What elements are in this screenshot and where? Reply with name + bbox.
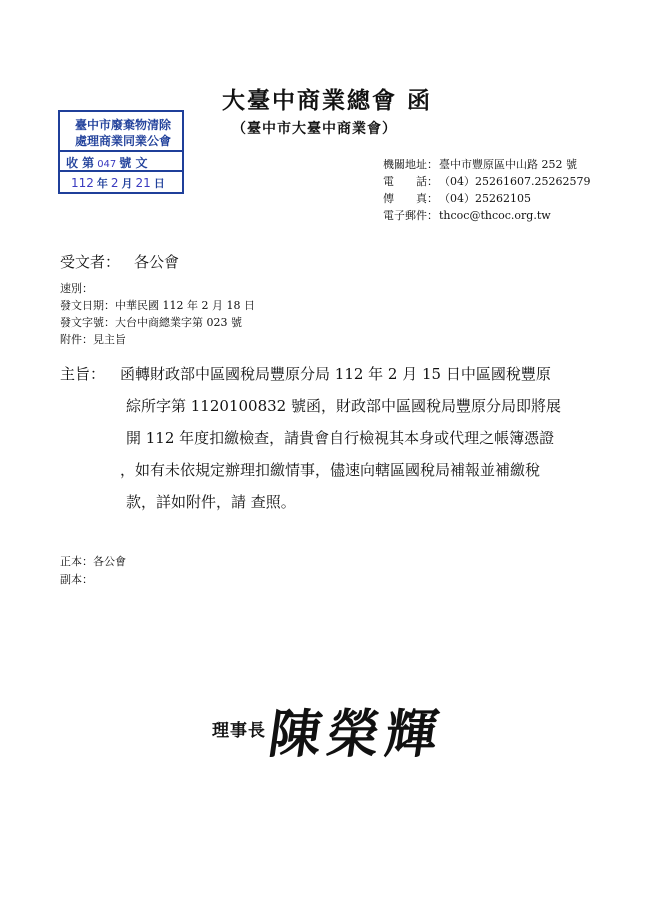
subject-line: 款，詳如附件，請 查照。 (126, 493, 296, 511)
distribution-original: 正本：各公會 (60, 555, 126, 568)
phone-label: 電 話： (383, 175, 438, 188)
stamp-date-day-label: 日 (153, 177, 165, 190)
letter-subtitle: （臺中市大臺中商業會） (232, 121, 397, 137)
fax-label: 傳 真： (383, 192, 438, 205)
email-label: 電子郵件： (383, 209, 438, 222)
address-value: 臺中市豐原區中山路 252 號 (439, 158, 577, 171)
subject-body (120, 358, 650, 518)
receipt-stamp (58, 110, 184, 194)
subject-line: 函轉財政部中區國稅局豐原分局 112 年 2 月 15 日中區國稅豐原 (120, 365, 551, 383)
stamp-receipt-suffix: 號 文 (119, 156, 148, 170)
contact-fax (383, 190, 590, 207)
contact-address (383, 156, 590, 173)
fax-value: （04）25262105 (439, 192, 531, 205)
subject-label: 主旨： (60, 365, 106, 383)
phone-value: （04）25261607.25262579 (439, 175, 591, 188)
stamp-date-month: 2 (110, 176, 119, 190)
signature-title: 理事長 (212, 721, 266, 741)
meta-attachment: 附件：見主旨 (60, 333, 126, 346)
stamp-date-day: 21 (135, 176, 151, 190)
stamp-receipt-number: 047 (97, 159, 117, 170)
recipient-label: 受文者： (60, 253, 121, 271)
stamp-org-line2: 處理商業同業公會 (74, 134, 171, 148)
stamp-org-line1: 臺中市廢棄物清除 (74, 118, 171, 132)
address-label: 機關地址： (383, 158, 438, 171)
distribution-copy: 副本： (60, 573, 93, 586)
email-value: thcoc@thcoc.org.tw (439, 209, 551, 222)
document-meta (60, 280, 255, 348)
meta-speed: 速別： (60, 282, 93, 295)
letter-title: 大臺中商業總會 函 (222, 87, 433, 114)
distribution-block (60, 553, 126, 589)
stamp-date-year-label: 年 (96, 177, 108, 190)
stamp-receipt-row (66, 154, 147, 171)
stamp-divider (60, 150, 182, 152)
subject-line: 綜所字第 1120100832 號函，財政部中區國稅局豐原分局即將展 (126, 397, 561, 415)
recipient-value: 各公會 (134, 253, 180, 271)
subject-line: 開 112 年度扣繳檢查，請貴會自行檢視其本身或代理之帳簿憑證 (126, 429, 555, 447)
stamp-receipt-prefix: 收 第 (66, 156, 95, 170)
meta-issue-number: 發文字號：大台中商總業字第 023 號 (60, 316, 242, 329)
meta-issue-date: 發文日期：中華民國 112 年 2 月 18 日 (60, 299, 255, 312)
subject-line: ，如有未依規定辦理扣繳情事，儘速向轄區國稅局補報並補繳稅 (120, 461, 541, 479)
contact-block (383, 156, 590, 224)
recipient-line (60, 251, 179, 272)
contact-phone (383, 173, 590, 190)
stamp-date-row (68, 175, 165, 191)
stamp-date-year: 112 (71, 176, 94, 190)
stamp-divider (60, 170, 182, 172)
signature-name: 陳榮輝 (265, 704, 448, 765)
contact-email (383, 207, 590, 224)
stamp-date-month-label: 月 (121, 177, 133, 190)
